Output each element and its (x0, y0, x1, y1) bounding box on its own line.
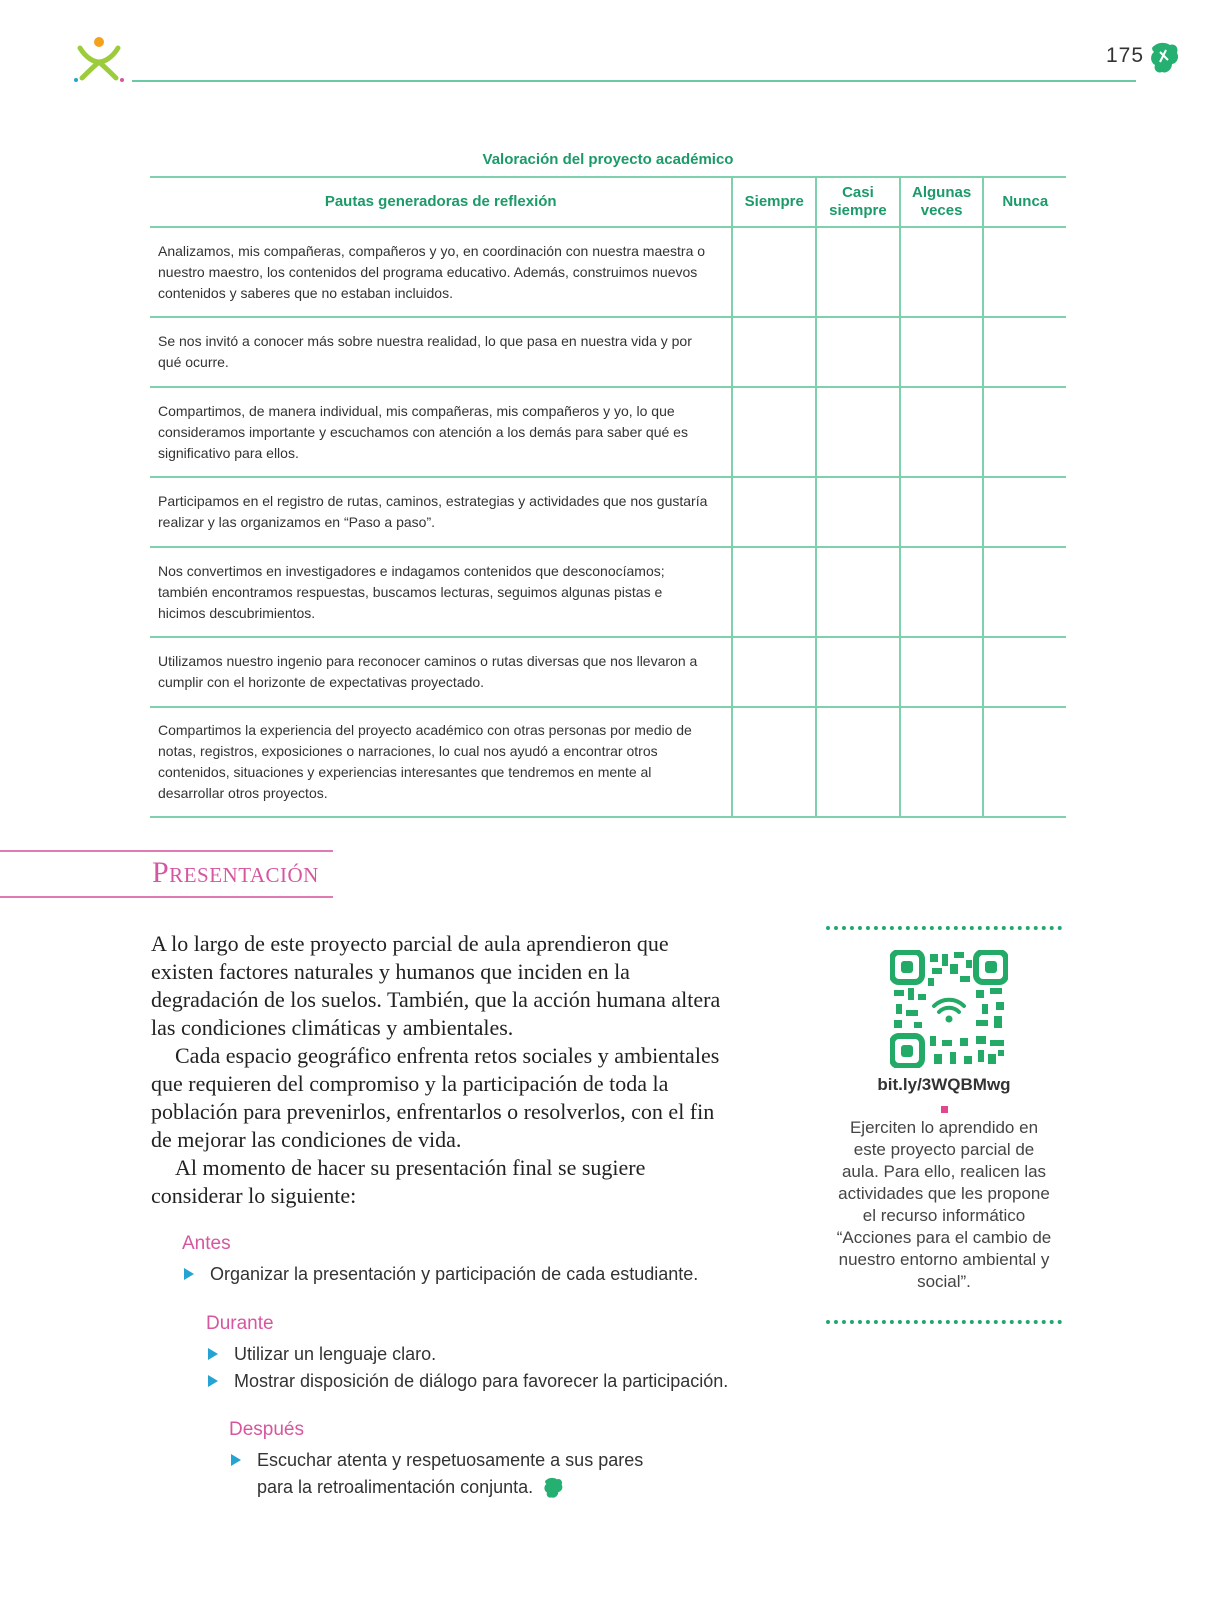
pink-square-icon (941, 1106, 948, 1113)
list-item (229, 1447, 649, 1501)
checkbox-siempre[interactable] (732, 387, 816, 477)
list-item (206, 1368, 766, 1395)
stage-despues (229, 1419, 649, 1501)
table-row (150, 637, 1066, 707)
evaluation-table (150, 176, 1066, 818)
checkbox-siempre[interactable] (732, 227, 816, 317)
checkbox-casi-siempre[interactable] (816, 477, 900, 547)
criterion-text: Se nos invitó a conocer más sobre nuestra realidad, lo que pasa en nuestra vida y por qué ocurre. (150, 317, 732, 387)
checkbox-casi-siempre[interactable] (816, 387, 900, 477)
list-item (182, 1261, 742, 1288)
criterion-text: Participamos en el registro de rutas, caminos, estrategias y actividades que nos gustaría realizar y las organizamos en “Paso a paso”. (150, 477, 732, 547)
checkbox-algunas-veces[interactable] (900, 707, 984, 817)
stage-antes (182, 1233, 742, 1288)
table-row (150, 477, 1066, 547)
criterion-text: Utilizamos nuestro ingenio para reconocer caminos o rutas diversas que nos llevaron a cumplir con el horizonte de expectativas proyectado. (150, 637, 732, 707)
checkbox-casi-siempre[interactable] (816, 707, 900, 817)
criterion-text: Compartimos, de manera individual, mis compañeras, mis compañeros y yo, lo que consideramos importante y escuchamos con atención a los demás para saber qué es significativo para ellos. (150, 387, 732, 477)
checkbox-siempre[interactable] (732, 707, 816, 817)
checkbox-nunca[interactable] (983, 637, 1066, 707)
checkbox-nunca[interactable] (983, 707, 1066, 817)
option-header-algunas-veces: Algunas veces (900, 177, 984, 227)
checkbox-siempre[interactable] (732, 547, 816, 637)
checkbox-nunca[interactable] (983, 477, 1066, 547)
stage-title: Durante (206, 1313, 274, 1334)
option-header-casi-siempre: Casi siempre (816, 177, 900, 227)
sidebar-text: Ejerciten lo aprendido en este proyecto parcial de aula. Para ello, realicen las actividades que les propone el recurso informático “Acciones para el cambio de nuestro entorno ambiental y social”. (836, 1118, 1052, 1291)
table-title: Valoración del proyecto académico (482, 151, 734, 168)
section-title: Presentación (152, 856, 319, 889)
bullet-triangle-icon (231, 1454, 241, 1466)
section-rule-bottom (0, 896, 333, 898)
checkbox-siempre[interactable] (732, 637, 816, 707)
stage-title: Antes (182, 1233, 231, 1254)
table-row (150, 547, 1066, 637)
paragraph: Cada espacio geográfico enfrenta retos sociales y ambientales que requieren del compromiso y la participación de toda la población para prevenirlos, enfrentarlos o resolverlos, con el fin de mejorar las condiciones de vida. (151, 1043, 720, 1152)
list-item-text: Utilizar un lenguaje claro. (234, 1344, 437, 1364)
list-item-text: Escuchar atenta y respetuosamente a sus pares para la retroalimentación conjunta. (257, 1450, 644, 1497)
table-row (150, 387, 1066, 477)
checkbox-algunas-veces[interactable] (900, 227, 984, 317)
bullet-triangle-icon (208, 1348, 218, 1360)
criteria-header: Pautas generadoras de reflexión (150, 177, 732, 227)
checkbox-algunas-veces[interactable] (900, 317, 984, 387)
body-text (151, 930, 736, 1210)
bullet-triangle-icon (184, 1268, 194, 1280)
checkbox-nunca[interactable] (983, 547, 1066, 637)
green-leaf-icon (542, 1476, 564, 1500)
table-row (150, 227, 1066, 317)
criterion-text: Analizamos, mis compañeras, compañeros y yo, en coordinación con nuestra maestra o nuestro maestro, los contenidos del programa educativo. Además, construimos nuevos contenidos y saberes que no estaban incluidos. (150, 227, 732, 317)
checkbox-nunca[interactable] (983, 387, 1066, 477)
checkbox-nunca[interactable] (983, 227, 1066, 317)
qr-code-icon[interactable] (890, 950, 1008, 1068)
section-rule-top (0, 850, 333, 852)
table-header-row (150, 177, 1066, 227)
checkbox-algunas-veces[interactable] (900, 637, 984, 707)
bullet-triangle-icon (208, 1375, 218, 1387)
list-item-text: Mostrar disposición de diálogo para favorecer la participación. (234, 1371, 729, 1391)
list-item (206, 1341, 766, 1368)
checkbox-siempre[interactable] (732, 477, 816, 547)
checkbox-algunas-veces[interactable] (900, 547, 984, 637)
sidebar-dotted-rule-top (826, 926, 1062, 930)
sidebar-dotted-rule-bottom (826, 1320, 1062, 1324)
stage-durante (206, 1313, 766, 1395)
checkbox-siempre[interactable] (732, 317, 816, 387)
criterion-text: Nos convertimos en investigadores e indagamos contenidos que desconocíamos; también encontramos respuestas, buscamos lecturas, seguimos algunas pistas e hicimos descubrimientos. (150, 547, 732, 637)
paragraph: Al momento de hacer su presentación final se sugiere considerar lo siguiente: (151, 1155, 646, 1208)
page-number: 175 (1106, 44, 1145, 67)
checkbox-casi-siempre[interactable] (816, 317, 900, 387)
checkbox-algunas-veces[interactable] (900, 477, 984, 547)
checkbox-casi-siempre[interactable] (816, 227, 900, 317)
table-row (150, 707, 1066, 817)
checkbox-casi-siempre[interactable] (816, 637, 900, 707)
paragraph: A lo largo de este proyecto parcial de aula aprendieron que existen factores naturales y humanos que inciden en la degradación de los suelos. También, que la acción humana altera las condiciones climáticas y ambientales. (151, 931, 721, 1040)
option-header-nunca: Nunca (983, 177, 1066, 227)
checkbox-algunas-veces[interactable] (900, 387, 984, 477)
criterion-text: Compartimos la experiencia del proyecto académico con otras personas por medio de notas, registros, exposiciones o narraciones, lo cual nos ayudó a encontrar otros contenidos, situaciones y experiencias interesantes que tendremos en mente al desarrollar otros proyectos. (150, 707, 732, 817)
header-rule (132, 80, 1136, 82)
stage-title: Después (229, 1419, 304, 1440)
green-leaf-icon (1148, 40, 1180, 76)
checkbox-nunca[interactable] (983, 317, 1066, 387)
table-row (150, 317, 1066, 387)
resource-link[interactable]: bit.ly/3WQBMwg (877, 1075, 1011, 1094)
checkbox-casi-siempre[interactable] (816, 547, 900, 637)
stick-figure-logo-icon (72, 34, 128, 86)
list-item-text: Organizar la presentación y participación de cada estudiante. (210, 1264, 699, 1284)
option-header-siempre: Siempre (732, 177, 816, 227)
